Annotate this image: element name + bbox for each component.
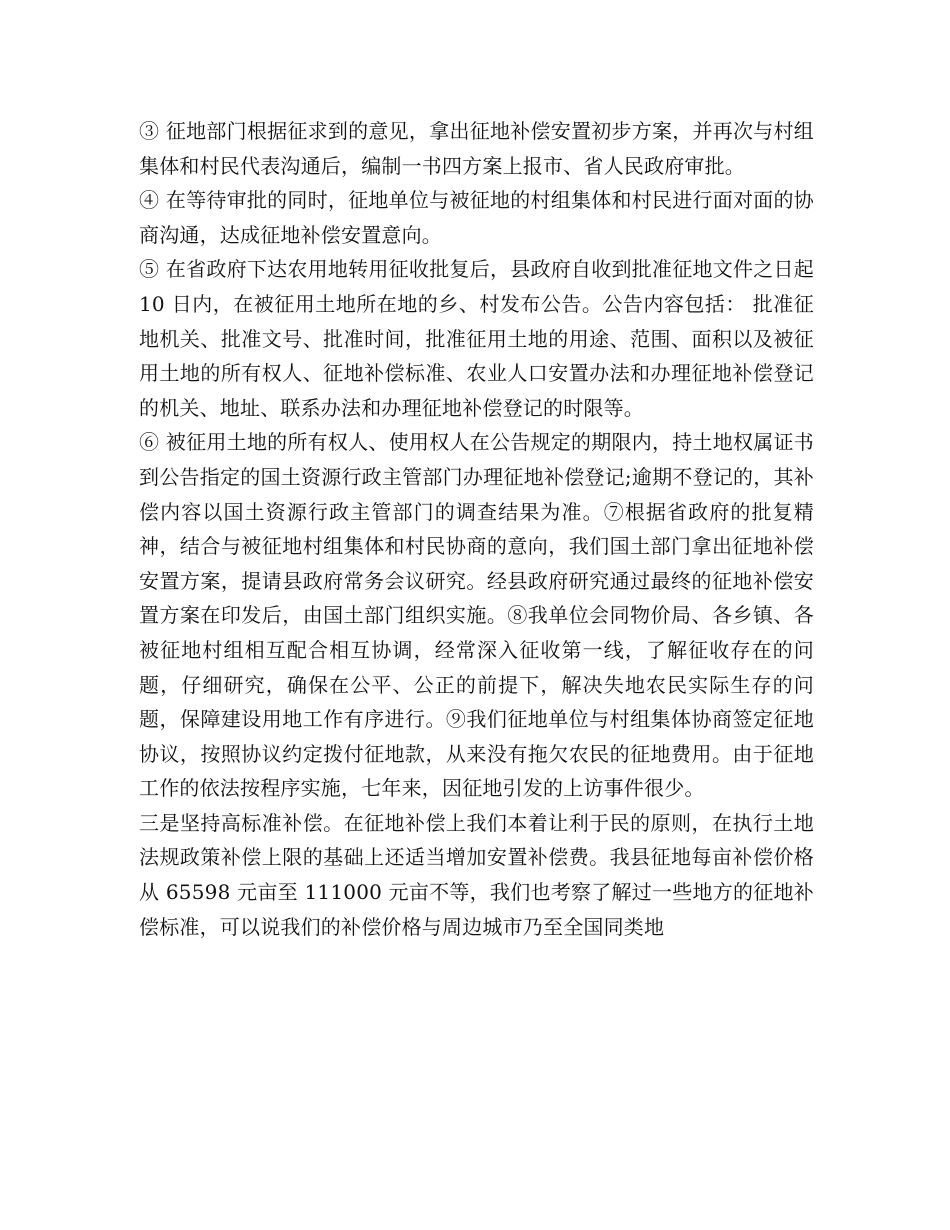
paragraph-step-4: ④ 在等待审批的同时，征地单位与被征地的村组集体和村民进行面对面的协商沟通，达成征地补偿安置意向。	[139, 188, 814, 247]
paragraph-step-5: ⑤ 在省政府下达农用地转用征收批复后，县政府自收到批准征地文件之日起 10 日内，在被征用土地所在地的乡、村发布公告。公告内容包括： 批准征地机关、批准文号、批准时间，批准征用土地的用途、范围、面积以及被征用土地的所有权人、征地补偿标准、农业人口安置办法和办理征地补偿登记的机关、地址、联系办法和办理征地补偿登记的时限等。	[139, 257, 814, 420]
document-body	[139, 114, 814, 944]
paragraph-step-3: ③ 征地部门根据征求到的意见，拿出征地补偿安置初步方案，并再次与村组集体和村民代表沟通后，编制一书四方案上报市、省人民政府审批。	[139, 119, 814, 178]
paragraph-high-standard-compensation: 三是坚持高标准补偿。在征地补偿上我们本着让利于民的原则，在执行土地法规政策补偿上限的基础上还适当增加安置补偿费。我县征地每亩补偿价格从 65598 元亩至 111000 元亩不等，我们也考察了解过一些地方的征地补偿标准，可以说我们的补偿价格与周边城市乃至全国同类地	[139, 810, 814, 939]
paragraph-step-6-to-9: ⑥ 被征用土地的所有权人、使用权人在公告规定的期限内，持土地权属证书到公告指定的国土资源行政主管部门办理征地补偿登记;逾期不登记的，其补偿内容以国土资源行政主管部门的调查结果为准。⑦根据省政府的批复精神，结合与被征地村组集体和村民协商的意向，我们国土部门拿出征地补偿安置方案，提请县政府常务会议研究。经县政府研究通过最终的征地补偿安置方案在印发后，由国土部门组织实施。⑧我单位会同物价局、各乡镇、各被征地村组相互配合相互协调，经常深入征收第一线，了解征收存在的问题，仔细研究，确保在公平、公正的前提下，解决失地农民实际生存的问题，保障建设用地工作有序进行。⑨我们征地单位与村组集体协商签定征地协议，按照协议约定拨付征地款，从来没有拖欠农民的征地费用。由于征地工作的依法按程序实施，七年来，因征地引发的上访事件很少。	[139, 430, 814, 801]
